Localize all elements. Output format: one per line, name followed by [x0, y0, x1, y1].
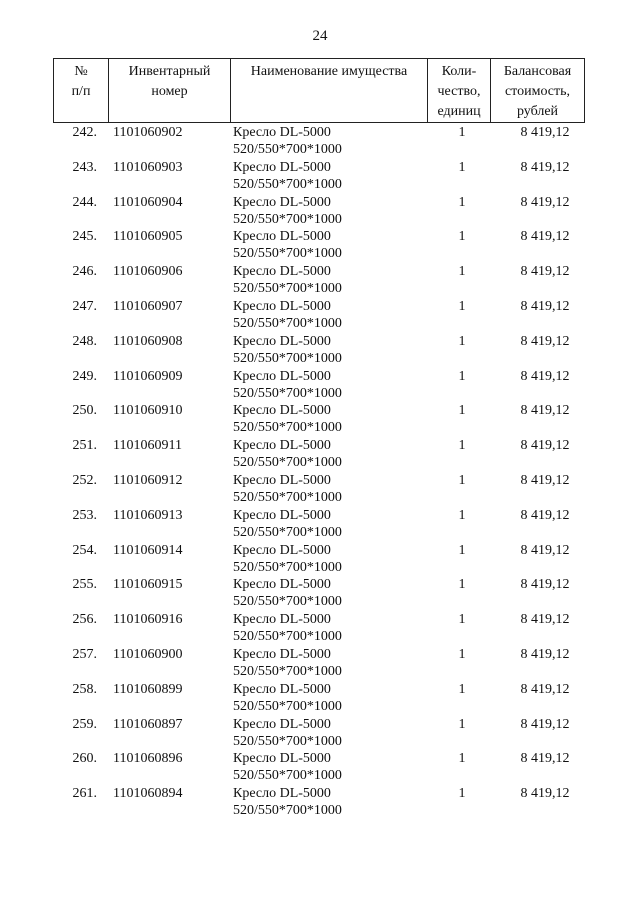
item-name-line1: Кресло DL-5000 — [233, 333, 331, 349]
row-number: 250. — [72, 403, 97, 419]
item-name-line2: 520/550*700*1000 — [233, 489, 342, 505]
quantity: 1 — [458, 716, 466, 732]
inventory-number: 1101060905 — [113, 229, 183, 245]
quantity: 1 — [458, 368, 466, 384]
row-number: 254. — [72, 542, 97, 558]
header-qty — [428, 59, 491, 123]
header-qty-line: Коли- — [441, 64, 477, 79]
header-inventory-line: Инвентарный — [128, 64, 211, 79]
item-name-line1: Кресло DL-5000 — [233, 716, 331, 732]
quantity: 1 — [458, 403, 466, 419]
item-name-line1: Кресло DL-5000 — [233, 368, 331, 384]
item-name-line2: 520/550*700*1000 — [233, 246, 342, 262]
item-name — [233, 298, 342, 332]
quantity: 1 — [458, 264, 466, 280]
table-row — [53, 611, 584, 646]
item-name-line1: Кресло DL-5000 — [233, 472, 331, 488]
balance-cost: 8 419,12 — [520, 125, 570, 140]
item-name — [233, 194, 342, 228]
table-row — [53, 159, 584, 194]
item-name-line2: 520/550*700*1000 — [233, 768, 342, 784]
balance-cost: 8 419,12 — [520, 612, 570, 628]
inventory-number: 1101060908 — [113, 333, 183, 349]
header-cost — [491, 59, 585, 123]
inventory-number: 1101060894 — [113, 786, 183, 802]
item-name-line2: 520/550*700*1000 — [233, 142, 342, 157]
table-row — [53, 263, 584, 298]
balance-cost: 8 419,12 — [520, 681, 570, 697]
header-num-line: № — [74, 64, 88, 79]
item-name — [233, 437, 342, 471]
table-row — [53, 402, 584, 437]
item-name — [233, 750, 342, 784]
table-row — [53, 507, 584, 542]
quantity: 1 — [458, 681, 466, 697]
item-name-line1: Кресло DL-5000 — [233, 194, 331, 210]
item-name — [233, 576, 342, 610]
quantity: 1 — [458, 577, 466, 593]
item-name-line2: 520/550*700*1000 — [233, 698, 342, 714]
inventory-number: 1101060899 — [113, 681, 183, 697]
item-name-line1: Кресло DL-5000 — [233, 438, 331, 454]
item-name-line2: 520/550*700*1000 — [233, 455, 342, 471]
row-number: 244. — [72, 194, 97, 210]
table-row — [53, 472, 584, 507]
row-number: 255. — [72, 577, 97, 593]
item-name — [233, 681, 342, 715]
quantity: 1 — [458, 507, 466, 523]
row-number: 258. — [72, 681, 97, 697]
quantity: 1 — [458, 194, 466, 210]
quantity: 1 — [458, 229, 466, 245]
table-row — [53, 681, 584, 716]
quantity: 1 — [458, 333, 466, 349]
row-number: 249. — [72, 368, 97, 384]
quantity: 1 — [458, 786, 466, 802]
inventory-number: 1101060910 — [113, 403, 183, 419]
item-name-line2: 520/550*700*1000 — [233, 385, 342, 401]
table-row — [53, 716, 584, 751]
item-name-line1: Кресло DL-5000 — [233, 612, 331, 628]
item-name-line1: Кресло DL-5000 — [233, 542, 331, 558]
table-row — [53, 750, 584, 785]
inventory-number: 1101060897 — [113, 716, 183, 732]
item-name-line1: Кресло DL-5000 — [233, 577, 331, 593]
quantity: 1 — [458, 472, 466, 488]
balance-cost: 8 419,12 — [520, 472, 570, 488]
item-name-line1: Кресло DL-5000 — [233, 264, 331, 280]
item-name-line1: Кресло DL-5000 — [233, 507, 331, 523]
table-row — [53, 542, 584, 577]
quantity: 1 — [458, 751, 466, 767]
table-header — [53, 58, 585, 123]
table-row — [53, 194, 584, 229]
row-number: 242. — [72, 125, 97, 140]
inventory-number: 1101060913 — [113, 507, 183, 523]
row-number: 247. — [72, 298, 97, 314]
balance-cost: 8 419,12 — [520, 159, 570, 175]
item-name-line2: 520/550*700*1000 — [233, 524, 342, 540]
inventory-number: 1101060896 — [113, 751, 183, 767]
item-name-line1: Кресло DL-5000 — [233, 229, 331, 245]
item-name-line2: 520/550*700*1000 — [233, 559, 342, 575]
header-qty-line: чество, — [437, 84, 481, 99]
item-name-line2: 520/550*700*1000 — [233, 733, 342, 749]
item-name-line1: Кресло DL-5000 — [233, 159, 331, 175]
item-name — [233, 228, 342, 262]
item-name — [233, 611, 342, 645]
item-name-line1: Кресло DL-5000 — [233, 646, 331, 662]
item-name — [233, 716, 342, 750]
item-name — [233, 402, 342, 436]
row-number: 257. — [72, 646, 97, 662]
row-number: 252. — [72, 472, 97, 488]
row-number: 245. — [72, 229, 97, 245]
inventory-number: 1101060916 — [113, 612, 183, 628]
item-name-line2: 520/550*700*1000 — [233, 663, 342, 679]
item-name-line2: 520/550*700*1000 — [233, 176, 342, 192]
balance-cost: 8 419,12 — [520, 577, 570, 593]
table-row — [53, 576, 584, 611]
row-number: 256. — [72, 612, 97, 628]
balance-cost: 8 419,12 — [520, 298, 570, 314]
balance-cost: 8 419,12 — [520, 264, 570, 280]
balance-cost: 8 419,12 — [520, 507, 570, 523]
balance-cost: 8 419,12 — [520, 438, 570, 454]
row-number: 246. — [72, 264, 97, 280]
balance-cost: 8 419,12 — [520, 403, 570, 419]
balance-cost: 8 419,12 — [520, 786, 570, 802]
inventory-number: 1101060912 — [113, 472, 183, 488]
table-row — [53, 646, 584, 681]
item-name — [233, 507, 342, 541]
row-number: 251. — [72, 438, 97, 454]
item-name-line2: 520/550*700*1000 — [233, 594, 342, 610]
quantity: 1 — [458, 438, 466, 454]
row-number: 261. — [72, 786, 97, 802]
inventory-number: 1101060900 — [113, 646, 183, 662]
row-number: 253. — [72, 507, 97, 523]
header-num-line: п/п — [71, 84, 91, 99]
balance-cost: 8 419,12 — [520, 368, 570, 384]
inventory-number: 1101060907 — [113, 298, 183, 314]
item-name-line2: 520/550*700*1000 — [233, 420, 342, 436]
header-name-line: Наименование имущества — [250, 64, 408, 79]
item-name — [233, 124, 342, 158]
table-row — [53, 333, 584, 368]
row-number: 259. — [72, 716, 97, 732]
item-name — [233, 472, 342, 506]
quantity: 1 — [458, 646, 466, 662]
table-row — [53, 298, 584, 333]
item-name — [233, 159, 342, 193]
item-name — [233, 368, 342, 402]
quantity: 1 — [458, 159, 466, 175]
inventory-number: 1101060903 — [113, 159, 183, 175]
balance-cost: 8 419,12 — [520, 542, 570, 558]
row-number: 248. — [72, 333, 97, 349]
header-cost-line: рублей — [516, 104, 559, 119]
header-inventory-line: номер — [151, 84, 188, 99]
item-name — [233, 646, 342, 680]
inventory-number: 1101060911 — [113, 438, 182, 454]
header-name — [231, 59, 428, 123]
header-inventory — [109, 59, 231, 123]
balance-cost: 8 419,12 — [520, 751, 570, 767]
header-cost-line: Балансовая — [503, 64, 572, 79]
quantity: 1 — [458, 125, 466, 140]
header-num — [54, 59, 109, 123]
item-name-line1: Кресло DL-5000 — [233, 681, 331, 697]
item-name-line2: 520/550*700*1000 — [233, 803, 342, 819]
table-body — [53, 124, 584, 820]
balance-cost: 8 419,12 — [520, 716, 570, 732]
page-number: 24 — [312, 28, 328, 44]
balance-cost: 8 419,12 — [520, 229, 570, 245]
item-name-line2: 520/550*700*1000 — [233, 629, 342, 645]
item-name-line1: Кресло DL-5000 — [233, 298, 331, 314]
item-name-line1: Кресло DL-5000 — [233, 786, 331, 802]
item-name-line2: 520/550*700*1000 — [233, 350, 342, 366]
balance-cost: 8 419,12 — [520, 646, 570, 662]
inventory-number: 1101060915 — [113, 577, 183, 593]
item-name-line1: Кресло DL-5000 — [233, 125, 331, 140]
inventory-number: 1101060906 — [113, 264, 183, 280]
table-row — [53, 368, 584, 403]
header-cost-line: стоимость, — [504, 84, 571, 99]
inventory-number: 1101060902 — [113, 125, 183, 140]
row-number: 260. — [72, 751, 97, 767]
quantity: 1 — [458, 298, 466, 314]
table-row — [53, 228, 584, 263]
table-row — [53, 785, 584, 820]
item-name — [233, 542, 342, 576]
inventory-number: 1101060914 — [113, 542, 183, 558]
quantity: 1 — [458, 612, 466, 628]
item-name-line2: 520/550*700*1000 — [233, 315, 342, 331]
row-number: 243. — [72, 159, 97, 175]
inventory-number: 1101060904 — [113, 194, 183, 210]
item-name-line1: Кресло DL-5000 — [233, 751, 331, 767]
balance-cost: 8 419,12 — [520, 333, 570, 349]
inventory-number: 1101060909 — [113, 368, 183, 384]
item-name-line2: 520/550*700*1000 — [233, 281, 342, 297]
item-name — [233, 333, 342, 367]
table-row — [53, 437, 584, 472]
item-name-line1: Кресло DL-5000 — [233, 403, 331, 419]
item-name-line2: 520/550*700*1000 — [233, 211, 342, 227]
balance-cost: 8 419,12 — [520, 194, 570, 210]
header-qty-line: единиц — [437, 104, 481, 119]
item-name — [233, 263, 342, 297]
quantity: 1 — [458, 542, 466, 558]
item-name — [233, 785, 342, 819]
table-row — [53, 124, 584, 159]
